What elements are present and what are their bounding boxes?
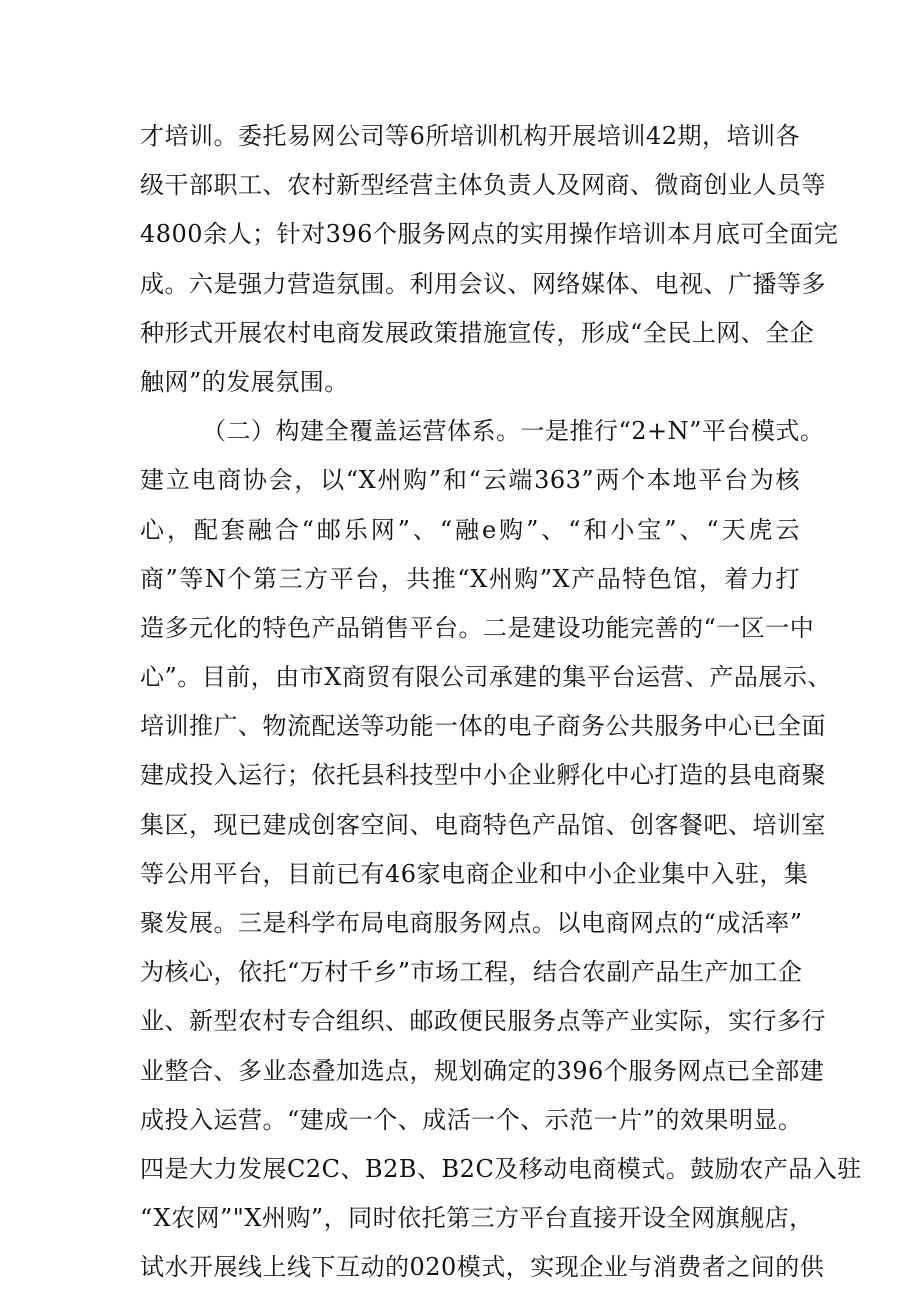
text-line-6: 触网”的发展氛围。 xyxy=(140,367,349,396)
text-line-19: 业、新型农村专合组织、邮政便民服务点等产业实际，实行多行 xyxy=(140,1007,826,1036)
text-line-24: 试水开展线上线下互动的020模式，实现企业与消费者之间的供 xyxy=(140,1253,825,1282)
text-line-22: 四是大力发展C2C、B2B、B2C及移动电商模式。鼓励农产品入驻 xyxy=(140,1154,862,1183)
text-line-10: 商”等N个第三方平台，共推“X州购”X产品特色馆，着力打 xyxy=(140,564,800,593)
text-line-8: 建立电商协会，以“X州购”和“云端363”两个本地平台为核 xyxy=(140,466,800,495)
text-line-2: 级干部职工、农村新型经营主体负责人及网商、微商创业人员等 xyxy=(140,171,826,200)
text-line-3: 4800余人；针对396个服务网点的实用操作培训本月底可全面完 xyxy=(140,220,839,249)
text-line-12: 心”。目前，由市X商贸有限公司承建的集平台运营、产品展示、 xyxy=(140,663,832,692)
text-line-1: 才培训。委托易网公司等6所培训机构开展培训42期，培训各 xyxy=(140,122,800,150)
section-heading-line: （二）构建全覆盖运营体系。一是推行“2+N”平台模式。 xyxy=(202,417,825,446)
text-line-20: 业整合、多业态叠加选点，规划确定的396个服务网点已全部建 xyxy=(140,1056,825,1085)
text-line-18: 为核心，依托“万村千乡”市场工程，结合农副产品生产加工企 xyxy=(140,958,803,987)
text-line-5: 种形式开展农村电商发展政策措施宣传，形成“全民上网、全企 xyxy=(140,318,815,347)
body-text xyxy=(140,112,862,1293)
text-line-15: 集区，现已建成创客空间、电商特色产品馆、创客餐吧、培训室 xyxy=(140,810,826,839)
text-line-4: 成。六是强力营造氛围。利用会议、网络媒体、电视、广播等多 xyxy=(140,269,826,298)
text-line-11: 造多元化的特色产品销售平台。二是建设功能完善的“一区一中 xyxy=(140,613,815,642)
text-line-9: 心，配套融合“邮乐网”、“融e购”、“和小宝”、“天虎云 xyxy=(140,515,800,544)
text-line-21: 成投入运营。“建成一个、成活一个、示范一片”的效果明显。 xyxy=(140,1105,803,1134)
text-line-17: 聚发展。三是科学布局电商服务网点。以电商网点的“成活率” xyxy=(140,909,803,937)
text-line-16: 等公用平台，目前已有46家电商企业和中小企业集中入驻，集 xyxy=(140,859,809,888)
text-line-23: “X农网”"X州购”，同时依托第三方平台直接开设全网旗舰店， xyxy=(140,1204,814,1233)
text-line-14: 建成投入运行；依托县科技型中小企业孵化中心打造的县电商聚 xyxy=(140,761,826,790)
text-line-13: 培训推广、物流配送等功能一体的电子商务公共服务中心已全面 xyxy=(140,712,826,741)
